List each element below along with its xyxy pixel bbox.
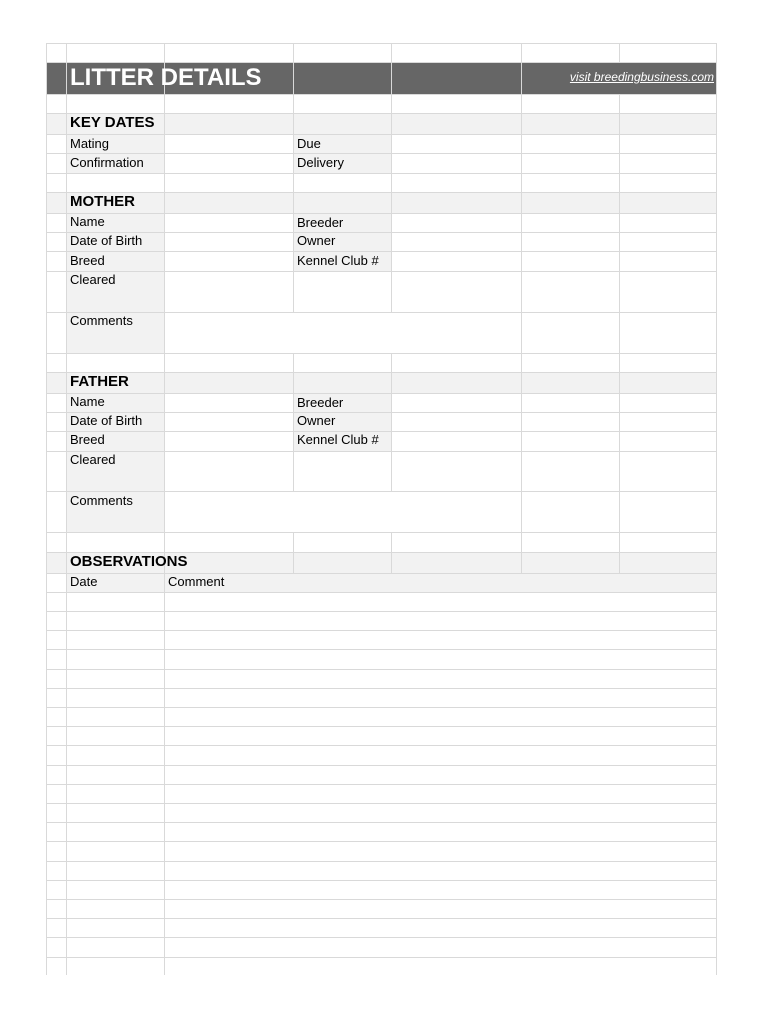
father-breed-label: Breed [70, 432, 105, 447]
grid-line-horizontal [46, 726, 717, 727]
father-owner-label: Owner [297, 413, 336, 428]
mating-label: Mating [70, 136, 110, 151]
grid-line-horizontal [46, 451, 717, 452]
grid-line-horizontal [46, 611, 717, 612]
grid-line-vertical [391, 532, 392, 573]
father-name-label: Name [70, 394, 105, 409]
grid-line-horizontal [46, 251, 717, 252]
grid-line-horizontal [46, 94, 717, 95]
grid-line-horizontal [46, 765, 717, 766]
grid-line-horizontal [46, 803, 717, 804]
grid-line-vertical [66, 43, 67, 975]
grid-line-horizontal [46, 630, 717, 631]
grid-line-horizontal [46, 134, 717, 135]
mother-comments-label: Comments [70, 313, 133, 328]
grid-line-horizontal [46, 412, 717, 413]
grid-line-horizontal [46, 532, 717, 533]
mother-dob-label: Date of Birth [70, 233, 143, 248]
grid-line-horizontal [46, 841, 717, 842]
grid-line-horizontal [46, 372, 717, 373]
grid-line-horizontal [46, 431, 717, 432]
grid-line-horizontal [46, 173, 717, 174]
grid-line-vertical [164, 43, 165, 975]
father-band [46, 372, 717, 393]
litter-details-sheet [46, 43, 717, 975]
grid-line-horizontal [46, 393, 717, 394]
grid-line-vertical [391, 43, 392, 312]
grid-line-vertical [716, 43, 717, 975]
confirmation-label: Confirmation [70, 155, 144, 170]
father-kennel-label: Kennel Club # [297, 432, 379, 447]
grid-line-horizontal [46, 957, 717, 958]
grid-line-horizontal [46, 861, 717, 862]
page-title: LITTER DETAILS [70, 64, 262, 91]
grid-line-horizontal [46, 62, 717, 63]
grid-line-vertical [619, 43, 620, 62]
father-heading: FATHER [70, 373, 129, 390]
grid-line-vertical [293, 43, 294, 312]
grid-line-vertical [46, 43, 47, 975]
grid-line-horizontal [46, 688, 717, 689]
grid-line-horizontal [46, 745, 717, 746]
grid-line-horizontal [46, 592, 717, 593]
delivery-label: Delivery [297, 155, 344, 170]
mother-heading: MOTHER [70, 193, 135, 210]
due-label: Due [297, 136, 321, 151]
grid-line-horizontal [46, 271, 717, 272]
mother-band [46, 192, 717, 213]
grid-line-horizontal [46, 899, 717, 900]
observations-heading: OBSERVATIONS [70, 553, 188, 570]
grid-line-horizontal [46, 937, 717, 938]
key-dates-heading: KEY DATES [70, 114, 155, 131]
grid-line-horizontal [46, 153, 717, 154]
mother-breed-label: Breed [70, 253, 105, 268]
grid-line-vertical [521, 43, 522, 573]
grid-line-horizontal [46, 312, 717, 313]
grid-line-vertical [391, 353, 392, 491]
mother-cleared-label: Cleared [70, 272, 116, 287]
grid-line-horizontal [46, 822, 717, 823]
mother-owner-label: Owner [297, 233, 336, 248]
observations-date-header: Date [70, 574, 98, 589]
grid-line-horizontal [46, 649, 717, 650]
mother-kennel-label: Kennel Club # [297, 253, 379, 268]
observations-comment-header: Comment [168, 574, 225, 589]
grid-line-horizontal [46, 784, 717, 785]
father-cleared-label: Cleared [70, 452, 116, 467]
grid-line-horizontal [46, 669, 717, 670]
grid-line-horizontal [46, 192, 717, 193]
grid-line-horizontal [46, 918, 717, 919]
grid-line-horizontal [46, 43, 717, 44]
website-link[interactable]: visit breedingbusiness.com [569, 70, 714, 84]
mother-name-label: Name [70, 214, 105, 229]
grid-line-horizontal [46, 880, 717, 881]
grid-line-vertical [619, 94, 620, 573]
grid-line-horizontal [46, 353, 717, 354]
grid-line-horizontal [46, 491, 717, 492]
grid-line-horizontal [46, 232, 717, 233]
grid-line-horizontal [46, 573, 717, 574]
father-dob-label: Date of Birth [70, 413, 143, 428]
mother-breeder-label: Breeder [297, 215, 344, 230]
father-comments-label: Comments [70, 493, 133, 508]
grid-line-horizontal [46, 213, 717, 214]
grid-line-vertical [293, 353, 294, 491]
grid-line-vertical [293, 532, 294, 573]
father-breeder-label: Breeder [297, 395, 344, 410]
grid-line-horizontal [46, 707, 717, 708]
